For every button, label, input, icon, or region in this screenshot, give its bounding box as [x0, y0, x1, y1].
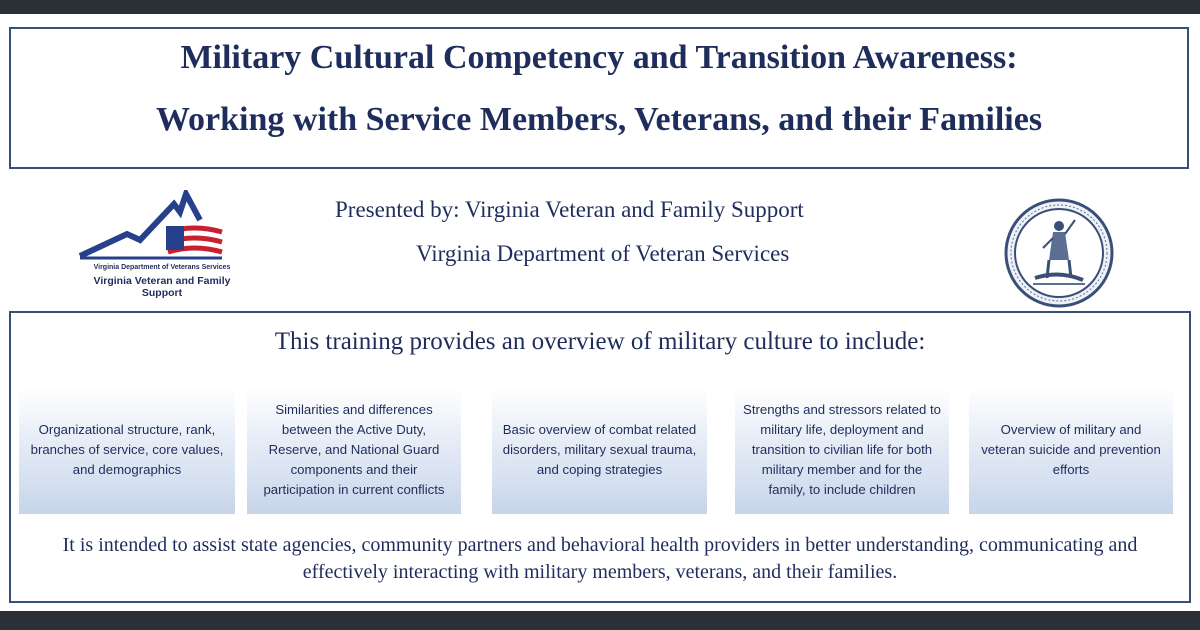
vvfs-logo	[72, 190, 252, 299]
top-frame-bar	[0, 0, 1200, 14]
topic-card	[19, 386, 235, 514]
logo-text-program: Virginia Veteran and Family Support	[93, 275, 231, 299]
title-box	[9, 27, 1189, 169]
topic-card-text: Basic overview of combat related disorders, military sexual trauma, and coping strategies	[502, 422, 697, 477]
topic-card	[247, 386, 461, 514]
topic-card	[735, 386, 949, 514]
bottom-frame-bar	[0, 611, 1200, 630]
closing-statement: It is intended to assist state agencies, community partners and behavioral health providers in better understanding, communicating and effectively interacting with military members, veterans, and their families.	[62, 534, 1138, 583]
presenter-line-2: Virginia Department of Veteran Services	[416, 241, 790, 266]
flag-icon	[166, 226, 222, 252]
topic-card	[969, 386, 1173, 514]
virginia-state-seal-icon	[1003, 198, 1115, 308]
topic-card-text: Overview of military and veteran suicide and prevention efforts	[981, 422, 1161, 477]
virginia-seal	[1003, 198, 1115, 308]
title-line-2: Working with Service Members, Veterans, and their Families	[155, 101, 1043, 138]
intro-heading: This training provides an overview of military culture to include:	[274, 328, 926, 355]
logo-text-department: Virginia Department of Veterans Services	[93, 264, 231, 271]
presenter-line-1: Presented by: Virginia Veteran and Family Support	[335, 197, 804, 222]
topic-card	[492, 386, 707, 514]
topic-card-text: Similarities and differences between the Active Duty, Reserve, and National Guard components and their participation in current conflicts	[263, 402, 445, 497]
virginia-mountain-flag-logo-icon	[72, 190, 252, 262]
title-line-1: Military Cultural Competency and Transition Awareness:	[180, 39, 1018, 76]
topic-card-text: Organizational structure, rank, branches of service, core values, and demographics	[30, 422, 224, 477]
topic-card-text: Strengths and stressors related to military life, deployment and transition to civilian life for both military member and for the family, to include children	[743, 402, 941, 497]
